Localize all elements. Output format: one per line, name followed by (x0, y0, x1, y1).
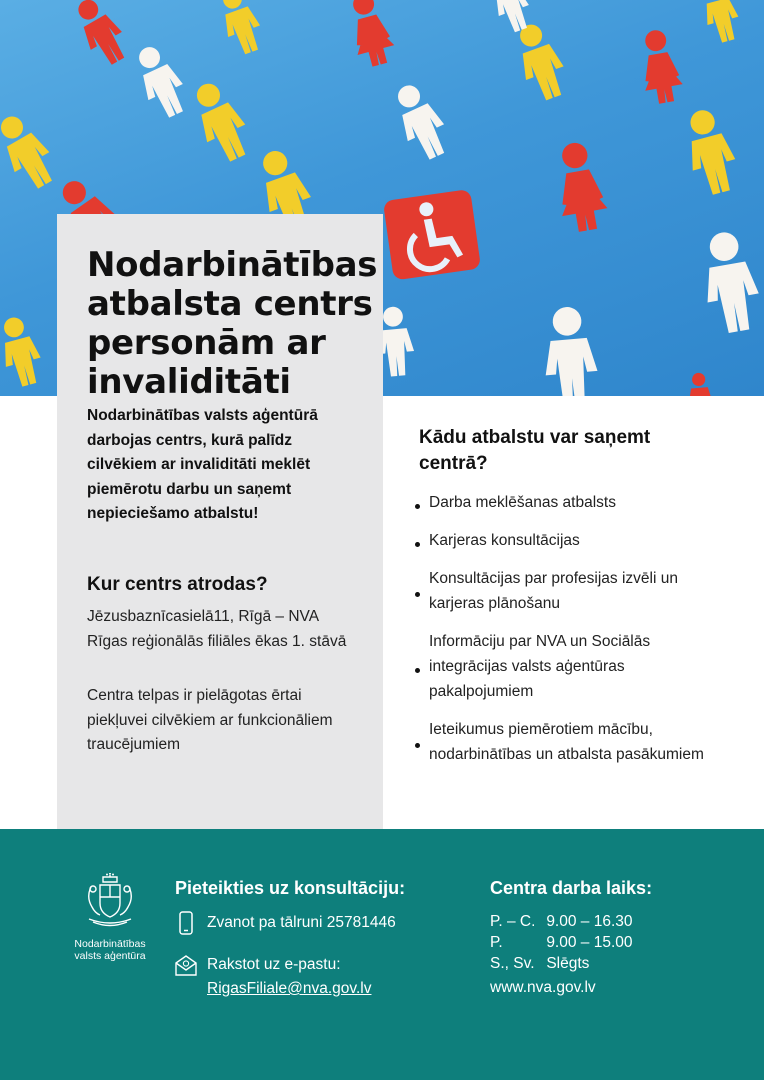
location-address: Jēzusbaznīcasielā11, Rīgā – NVA Rīgas reģionālās filiāles ēkas 1. stāvā (87, 608, 347, 650)
accessibility-note: Centra telpas ir pielāgotas ērtai piekļuvei cilvēkiem ar funkcionāliem traucējumiem (87, 687, 333, 753)
email-link[interactable]: RigasFiliale@nva.gov.lv (207, 980, 372, 997)
coat-of-arms-icon (83, 873, 137, 929)
intro-text: Nodarbinātības valsts aģentūrā darbojas centrs, kurā palīdz cilvēkiem ar invaliditāti meklēt piemērotu darbu un saņemt nepieciešamo atbalstu! (87, 407, 318, 522)
list-item: Konsultācijas par profesijas izvēli un karjeras plānošanu (412, 566, 712, 616)
phone-contact (175, 911, 396, 935)
email-contact (175, 953, 371, 1001)
bullet-icon (415, 668, 420, 673)
hours-row: P. 9.00 – 15.00 (490, 934, 633, 951)
footer (0, 829, 764, 1080)
website-link[interactable]: www.nva.gov.lv (490, 979, 596, 996)
hours-row: P. – C. 9.00 – 16.30 (490, 913, 633, 930)
list-item: Karjeras konsultācijas (412, 528, 712, 553)
mail-icon (175, 953, 197, 977)
logo-label: Nodarbinātības valsts aģentūra (74, 938, 146, 962)
hours-heading: Centra darba laiks: (490, 878, 653, 898)
phone-icon (175, 911, 197, 935)
agency-logo (60, 873, 160, 962)
page-title: Nodarbinātības atbalsta centrs personām ar invaliditāti (87, 245, 378, 402)
bullet-icon (415, 592, 420, 597)
phone-text: Zvanot pa tālruni 25781446 (207, 914, 396, 931)
bullet-icon (415, 743, 420, 748)
list-item: Darba meklēšanas atbalsts (412, 490, 712, 515)
opening-hours (490, 911, 633, 974)
bullet-icon (415, 542, 420, 547)
hours-row: S., Sv. Slēgts (490, 955, 590, 972)
support-heading: Kādu atbalstu var saņemt centrā? (419, 427, 651, 474)
contact-heading: Pieteikties uz konsultāciju: (175, 878, 406, 898)
bullet-icon (415, 504, 420, 509)
list-item: Ieteikumus piemērotiem mācību, nodarbinātības un atbalsta pasākumiem (412, 717, 712, 767)
location-heading: Kur centrs atrodas? (87, 574, 268, 595)
email-label: Rakstot uz e-pastu: (207, 956, 341, 973)
email-block (207, 953, 371, 1001)
support-list (412, 490, 712, 767)
list-item: Informāciju par NVA un Sociālās integrācijas valsts aģentūras pakalpojumiem (412, 629, 712, 704)
